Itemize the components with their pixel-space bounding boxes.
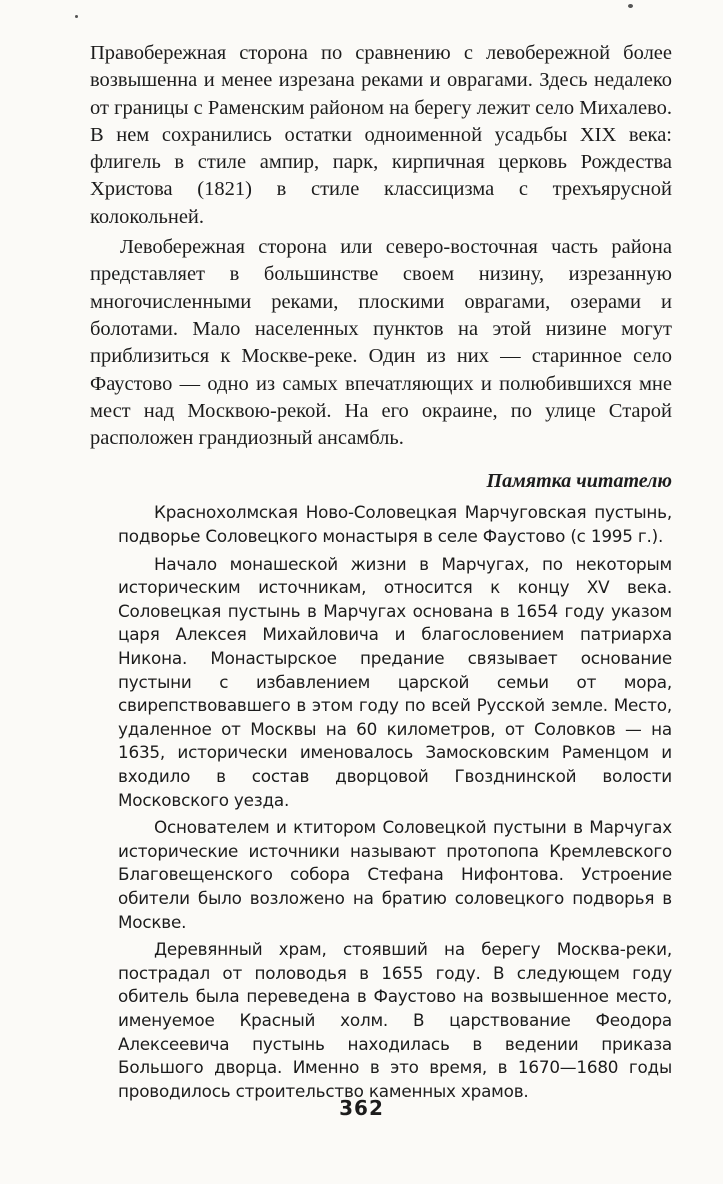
main-paragraph-1: Правобережная сторона по сравнению с левобережной более возвышенна и менее изрезана реками и оврагами. Здесь недалеко от границы с Раменским районом на берегу лежит село Михалево. В нем сохранились остатки одноименной усадьбы XIX века: флигель в стиле ампир, парк, кирпичная церковь Рождества Христова (1821) в стиле классицизма с трехъярусной колокольней. (90, 42, 672, 228)
memo-heading: Памятка читателю (486, 470, 672, 493)
memo-paragraph-1: Краснохолмская Ново-Соловецкая Марчуговская пустынь, подворье Соловецкого монастыря в селе Фаустово (с 1995 г.). (118, 502, 672, 547)
print-speck (75, 15, 78, 18)
memo-paragraph-2: Начало монашеской жизни в Марчугах, по некоторым историческим источникам, относится к концу XV века. Соловецкая пустынь в Марчугах основана в 1654 году указом царя Алексея Михайловича и благословением патриарха Никона. Монастырское предание связывает основание пустыни с избавлением царской семьи от мора, свирепствовавшего в этом году по всей Русской земле. Место, удаленное от Москвы на 60 километров, от Соловков — на 1635, исторически именовалось Замосковским Раменцом и входило в состав дворцовой Гвозднинской волости Московского уезда. (118, 553, 672, 810)
memo-paragraph-3: Основателем и ктитором Соловецкой пустыни в Марчугах исторические источники называют протопопа Кремлевского Благовещенского собора Стефана Нифонтова. Устроение обители было возложено на братию соловецкого подворья в Москве. (118, 817, 672, 932)
book-page (90, 40, 672, 1103)
memo-section (90, 501, 672, 1103)
memo-paragraph-4: Деревянный храм, стоявший на берегу Москва-реки, пострадал от половодья в 1655 году. В следующем году обитель была переведена в Фаустово на возвышенное место, именуемое Красный холм. В царствование Феодора Алексеевича пустынь находилась в ведении приказа Большого дворца. Именно в это время, в 1670—1680 годы проводилось строительство каменных храмов. (118, 939, 672, 1101)
main-paragraph-2: Левобережная сторона или северо-восточная часть района представляет в большинстве своем низину, изрезанную многочисленными реками, плоскими оврагами, озерами и болотами. Мало населенных пунктов на этой низине могут приблизиться к Москве-реке. Один из них — старинное село Фаустово — одно из самых впечатляющих и полюбившихся мне мест над Москвою-рекой. На его окраине, по улице Старой расположен грандиозный ансамбль. (90, 236, 672, 450)
print-speck (628, 4, 633, 8)
page-number: 362 (339, 1096, 384, 1120)
main-text (90, 40, 672, 452)
